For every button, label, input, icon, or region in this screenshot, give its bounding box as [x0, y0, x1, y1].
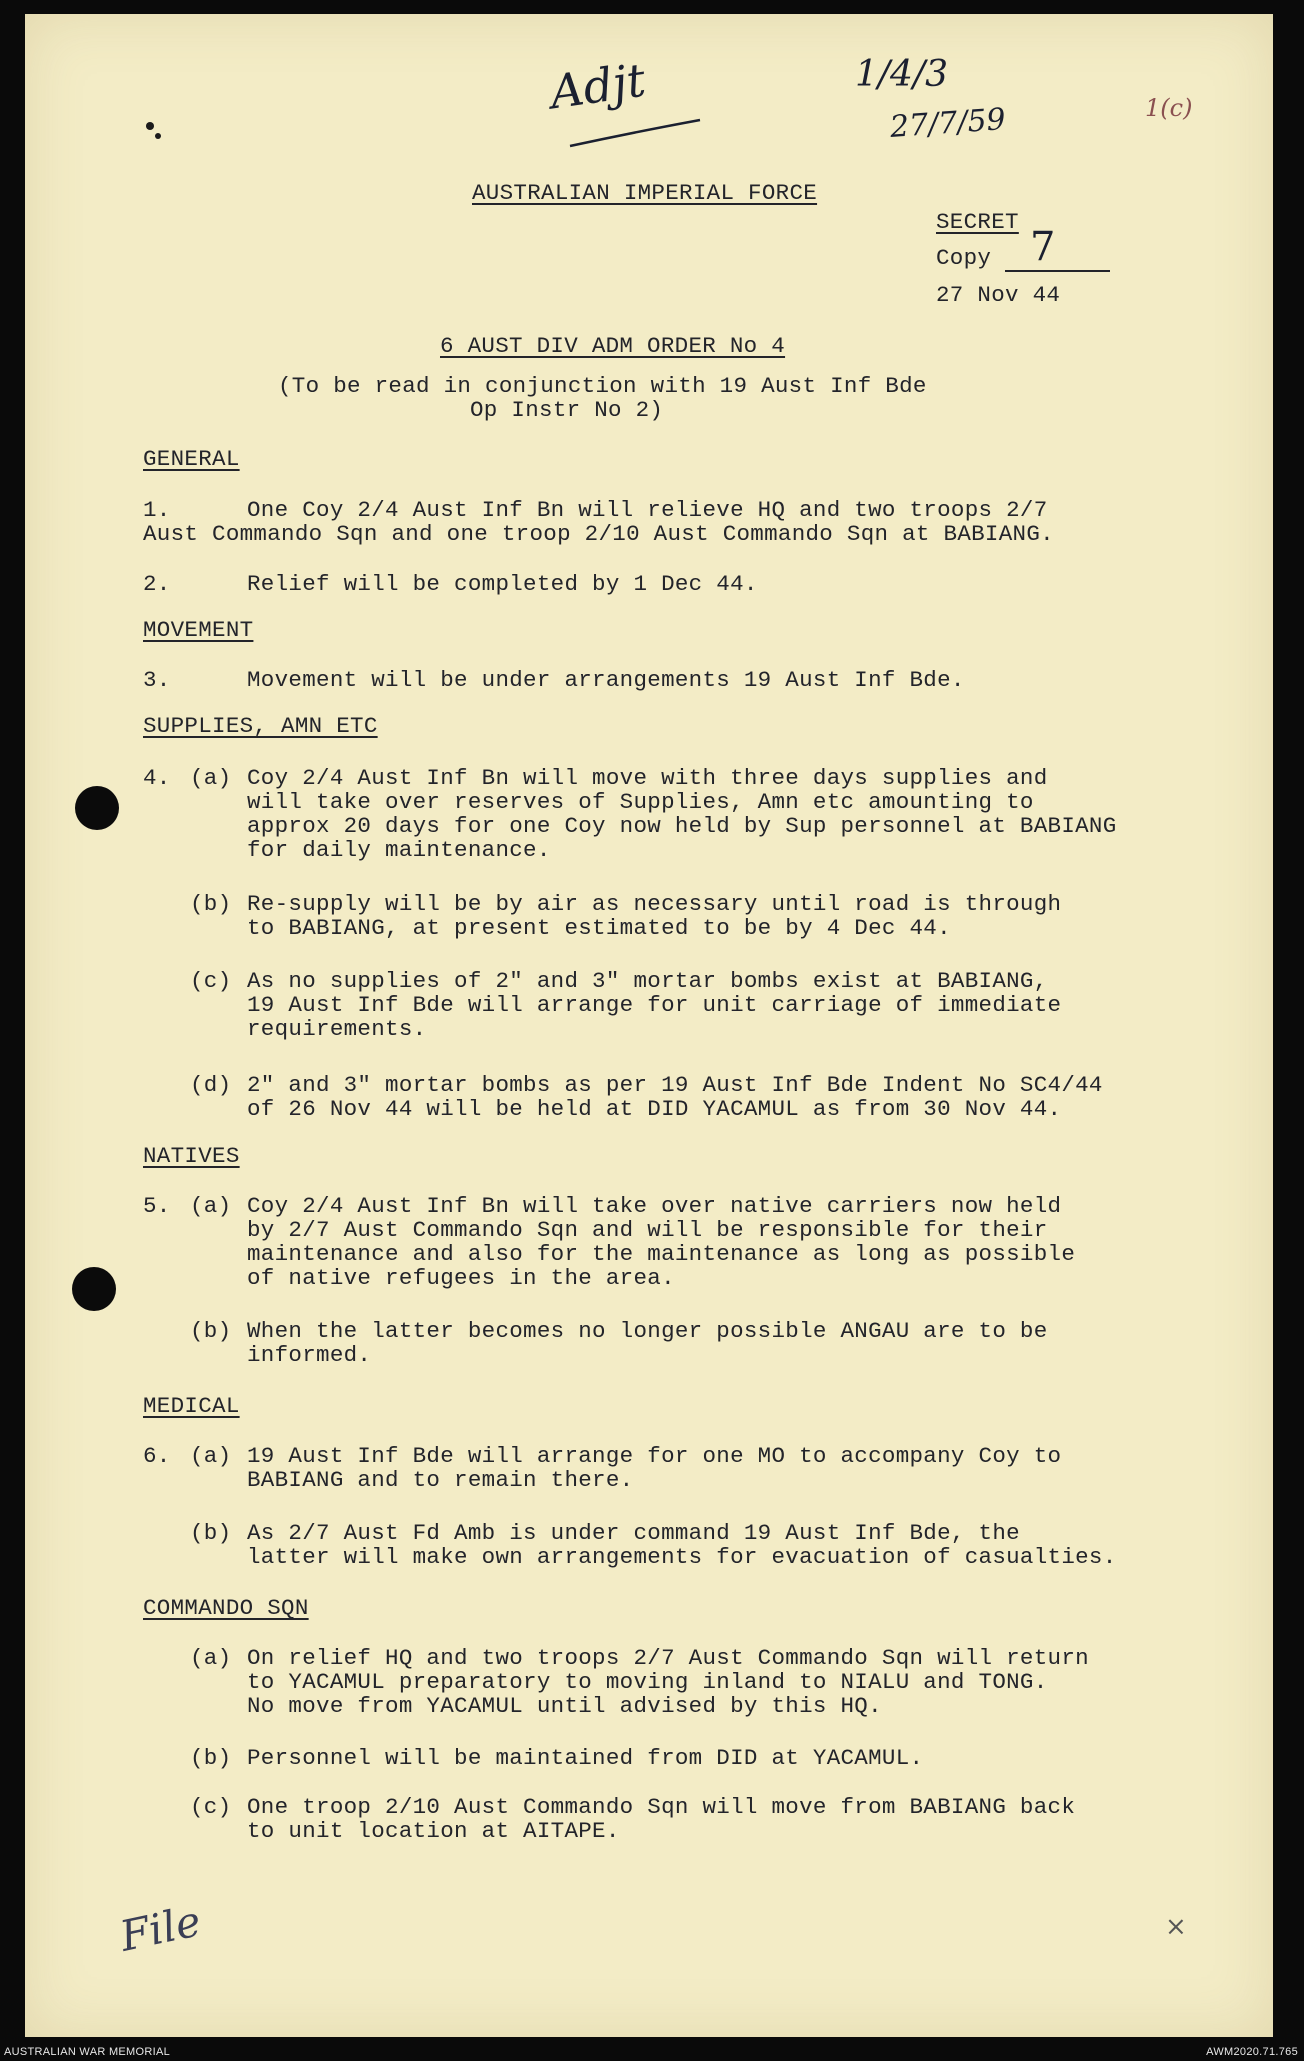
heading-movement: MOVEMENT — [143, 617, 254, 643]
heading-natives: NATIVES — [143, 1143, 240, 1169]
commando-a-label: (a) — [190, 1645, 232, 1671]
copy-number-line — [1005, 268, 1115, 274]
para-4c-line3: requirements. — [247, 1016, 427, 1042]
para-5b-label: (b) — [190, 1318, 232, 1344]
para-6-number: 6. — [143, 1443, 171, 1469]
handwritten-adjt: Adjt — [546, 52, 649, 120]
commando-a-line1: On relief HQ and two troops 2/7 Aust Commando Sqn will return — [247, 1645, 1089, 1671]
ink-blot — [140, 114, 170, 154]
para-6b-line1: As 2/7 Aust Fd Amb is under command 19 Aust Inf Bde, the — [247, 1520, 1020, 1546]
classification: SECRET — [936, 209, 1019, 235]
para-4b-line2: to BABIANG, at present estimated to be by 4 Dec 44. — [247, 915, 951, 941]
commando-c-line1: One troop 2/10 Aust Commando Sqn will move from BABIANG back — [247, 1794, 1076, 1820]
para-5-number: 5. — [143, 1193, 171, 1219]
para-6b-label: (b) — [190, 1520, 232, 1546]
para-4d-label: (d) — [190, 1072, 232, 1098]
para-5a-line1: Coy 2/4 Aust Inf Bn will take over native carriers now held — [247, 1193, 1062, 1219]
para-4a-label: (a) — [190, 765, 232, 791]
commando-b-label: (b) — [190, 1745, 232, 1771]
para-6b-line2: latter will make own arrangements for evacuation of casualties. — [247, 1544, 1117, 1570]
commando-c-label: (c) — [190, 1794, 232, 1820]
commando-b-line1: Personnel will be maintained from DID at YACAMUL. — [247, 1745, 924, 1771]
para-6a-line2: BABIANG and to remain there. — [247, 1467, 634, 1493]
para-4b-line1: Re-supply will be by air as necessary until road is through — [247, 891, 1062, 917]
heading-supplies: SUPPLIES, AMN ETC — [143, 713, 378, 739]
copy-number: 7 — [1030, 224, 1056, 270]
order-subtitle-line2: Op Instr No 2) — [470, 397, 664, 423]
para-4a-line3: approx 20 days for one Coy now held by Sup personnel at BABIANG — [247, 813, 1117, 839]
handwritten-file-ref: 1/4/3 — [855, 54, 948, 95]
punch-hole-top — [75, 786, 119, 830]
heading-medical: MEDICAL — [143, 1393, 240, 1419]
para-1-number: 1. — [143, 497, 171, 523]
para-4b-label: (b) — [190, 891, 232, 917]
para-2-number: 2. — [143, 571, 171, 597]
para-3-number: 3. — [143, 667, 171, 693]
footer-archive-label: AUSTRALIAN WAR MEMORIAL — [4, 2046, 171, 2058]
handwritten-file-mark: File — [115, 1896, 206, 1961]
copy-label: Copy — [936, 245, 992, 271]
adjt-underline — [565, 114, 705, 154]
punch-hole-bottom — [72, 1267, 116, 1311]
para-4a-line4: for daily maintenance. — [247, 837, 551, 863]
handwritten-corner-mark: 1(c) — [1145, 94, 1193, 122]
para-5a-line3: maintenance and also for the maintenance as long as possible — [247, 1241, 1076, 1267]
para-4a-line2: will take over reserves of Supplies, Amn etc amounting to — [247, 789, 1034, 815]
order-title: 6 AUST DIV ADM ORDER No 4 — [440, 333, 786, 359]
para-5a-line4: of native refugees in the area. — [247, 1265, 675, 1291]
footer-accession-number: AWM2020.71.765 — [1206, 2046, 1298, 2058]
handwritten-x-mark: × — [1165, 1912, 1187, 1942]
para-6a-label: (a) — [190, 1443, 232, 1469]
para-4-number: 4. — [143, 765, 171, 791]
para-1-line2: Aust Commando Sqn and one troop 2/10 Aust Commando Sqn at BABIANG. — [143, 521, 1054, 547]
para-4d-line2: of 26 Nov 44 will be held at DID YACAMUL as from 30 Nov 44. — [247, 1096, 1062, 1122]
para-1-line1: One Coy 2/4 Aust Inf Bn will relieve HQ and two troops 2/7 — [247, 497, 1048, 523]
heading-general: GENERAL — [143, 446, 240, 472]
para-5a-line2: by 2/7 Aust Commando Sqn and will be responsible for their — [247, 1217, 1048, 1243]
para-5b-line2: informed. — [247, 1342, 372, 1368]
document-page — [25, 14, 1273, 2037]
document-title: AUSTRALIAN IMPERIAL FORCE — [472, 180, 818, 206]
para-4c-line1: As no supplies of 2" and 3" mortar bombs exist at BABIANG, — [247, 968, 1048, 994]
para-4a-line1: Coy 2/4 Aust Inf Bn will move with three days supplies and — [247, 765, 1048, 791]
para-4d-line1: 2" and 3" mortar bombs as per 19 Aust Inf Bde Indent No SC4/44 — [247, 1072, 1103, 1098]
para-2-line1: Relief will be completed by 1 Dec 44. — [247, 571, 758, 597]
commando-a-line3: No move from YACAMUL until advised by this HQ. — [247, 1693, 882, 1719]
para-5a-label: (a) — [190, 1193, 232, 1219]
para-4c-label: (c) — [190, 968, 232, 994]
handwritten-file-number: 27/7/59 — [888, 102, 1007, 145]
document-date: 27 Nov 44 — [936, 282, 1061, 308]
order-subtitle-line1: (To be read in conjunction with 19 Aust Inf Bde — [278, 373, 927, 399]
heading-commando: COMMANDO SQN — [143, 1595, 309, 1621]
commando-c-line2: to unit location at AITAPE. — [247, 1818, 620, 1844]
para-6a-line1: 19 Aust Inf Bde will arrange for one MO to accompany Coy to — [247, 1443, 1062, 1469]
commando-a-line2: to YACAMUL preparatory to moving inland to NIALU and TONG. — [247, 1669, 1048, 1695]
para-4c-line2: 19 Aust Inf Bde will arrange for unit carriage of immediate — [247, 992, 1062, 1018]
para-5b-line1: When the latter becomes no longer possible ANGAU are to be — [247, 1318, 1048, 1344]
para-3-line1: Movement will be under arrangements 19 Aust Inf Bde. — [247, 667, 965, 693]
